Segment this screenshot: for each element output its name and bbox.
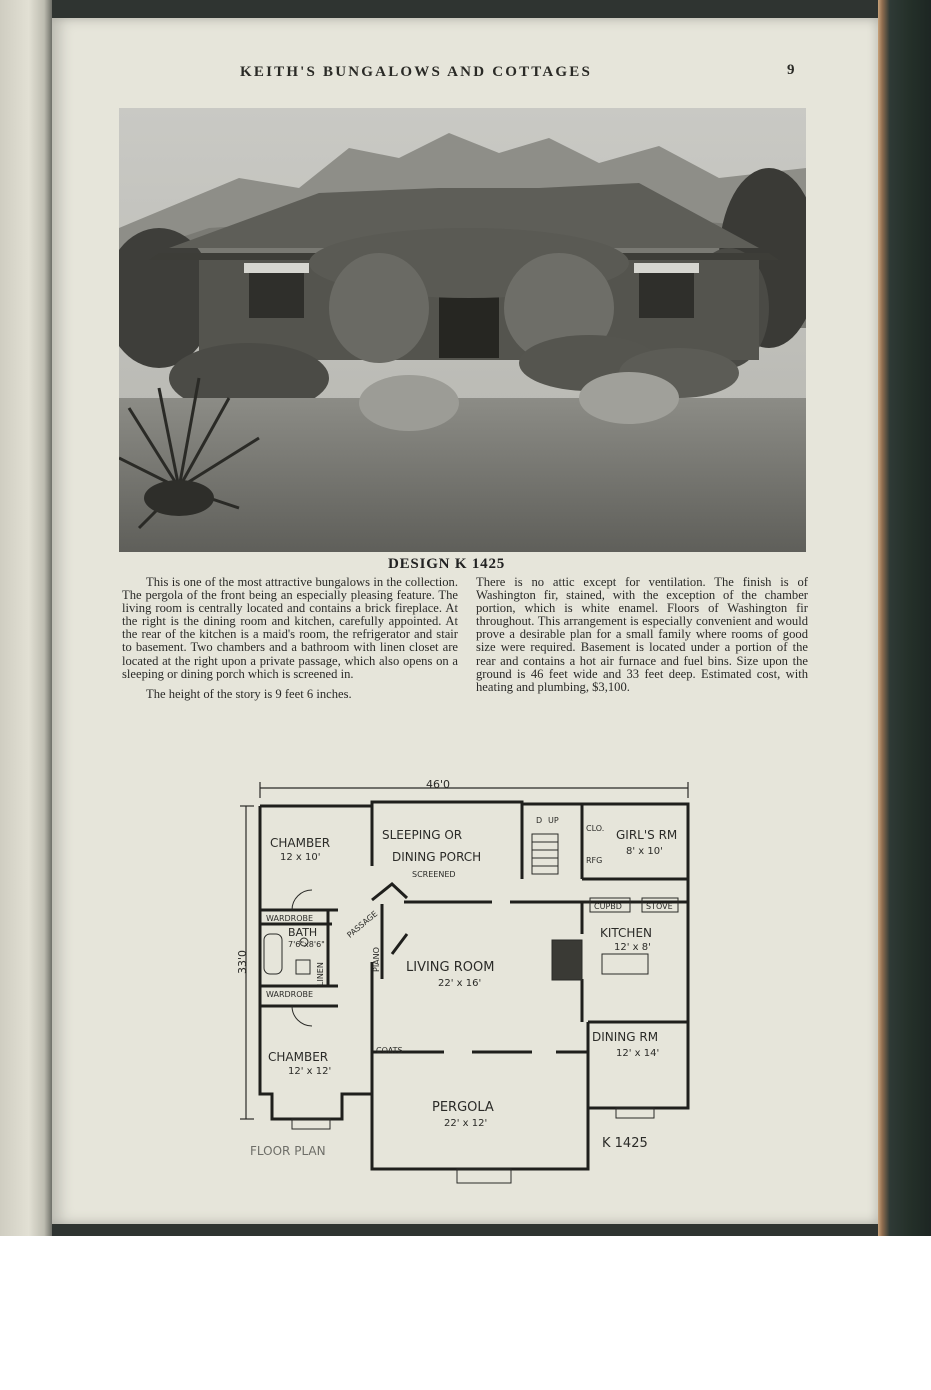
stair-up-label: UP: [548, 816, 559, 825]
running-head: KEITH'S BUNGALOWS AND COTTAGES: [240, 64, 593, 80]
room-sleeping-porch-2: DINING PORCH: [392, 850, 482, 864]
room-chamber-front-size: 12 x 10': [280, 852, 321, 863]
cupboard-label: CUPBD: [594, 902, 622, 911]
depth-dimension: 33'0: [236, 949, 249, 974]
room-kitchen-size: 12' x 8': [614, 942, 651, 953]
room-chamber-front: CHAMBER: [270, 836, 331, 850]
room-chamber-rear: CHAMBER: [268, 1050, 329, 1064]
coats-label: COATS: [376, 1046, 403, 1055]
room-dining-size: 12' x 14': [616, 1048, 660, 1059]
closet-label: CLO.: [586, 824, 605, 833]
page-number: 9: [787, 62, 795, 78]
piano-label: PIANO: [372, 947, 381, 972]
design-number-label: K 1425: [602, 1136, 648, 1151]
room-bath: BATH: [288, 926, 318, 939]
floor-plan-caption: FLOOR PLAN: [250, 1144, 326, 1158]
room-sleeping-porch-note: SCREENED: [412, 870, 456, 879]
description-paragraph-1: This is one of the most attractive bungalows in the collection. The pergola of the front being an especially pleasing feature. The living room is centrally located and contains a brick fireplace. At the right is the dining room and kitchen, carefully appointed. At the rear of the kitchen is a maid's room, the refrigerator and stair to basement. Two chambers and a bathroom with linen closet are located at the right upon a private passage, which also opens on a sleeping or dining porch which is screened in.: [122, 575, 458, 681]
bungalow-photograph: [119, 108, 806, 552]
description-right-column: [476, 576, 808, 694]
room-dining: DINING RM: [592, 1030, 659, 1044]
refrigerator-label: RFG: [586, 856, 603, 865]
room-pergola: PERGOLA: [432, 1100, 494, 1115]
room-kitchen: KITCHEN: [600, 926, 652, 940]
stove-label: STOVE: [646, 902, 673, 911]
wardrobe-1-label: WARDROBE: [266, 914, 314, 923]
passage-label: PASSAGE: [345, 909, 380, 940]
width-dimension: 46'0: [426, 778, 451, 791]
room-living-size: 22' x 16': [438, 978, 482, 989]
linen-label: LINEN: [316, 962, 325, 986]
left-page-edge: [0, 0, 52, 1236]
description-left-column: [122, 576, 458, 701]
room-bath-size: 7'6"x8'6": [288, 940, 325, 949]
room-girls: GIRL'S RM: [616, 828, 678, 842]
room-living: LIVING ROOM: [406, 960, 495, 975]
story-height-text: The height of the story is 9 feet 6 inches.: [146, 686, 352, 701]
room-girls-size: 8' x 10': [626, 846, 663, 857]
room-pergola-size: 22' x 12': [444, 1118, 488, 1129]
book-cover-edge: [878, 0, 931, 1236]
stair-down-label: D: [536, 816, 543, 825]
floor-plan: [232, 774, 722, 1186]
wardrobe-2-label: WARDROBE: [266, 990, 314, 999]
room-sleeping-porch: SLEEPING OR: [382, 828, 463, 842]
room-chamber-rear-size: 12' x 12': [288, 1066, 332, 1077]
design-title: DESIGN K 1425: [388, 556, 506, 572]
description-paragraph-2: There is no attic except for ventilation. The finish is of Washington fir, stained, with the exception of the chamber portion, which is white enamel. Floors of Washington fir throughout. This arrangement is especially convenient and would prove a desirable plan for a small family where rooms of good size were required. Basement is located under a portion of the rear and contains a hot air furnace and fuel bins. Size upon the ground is 46 feet wide and 33 feet deep. Estimated cost, with heating and plumbing, $3,100.: [476, 575, 808, 694]
